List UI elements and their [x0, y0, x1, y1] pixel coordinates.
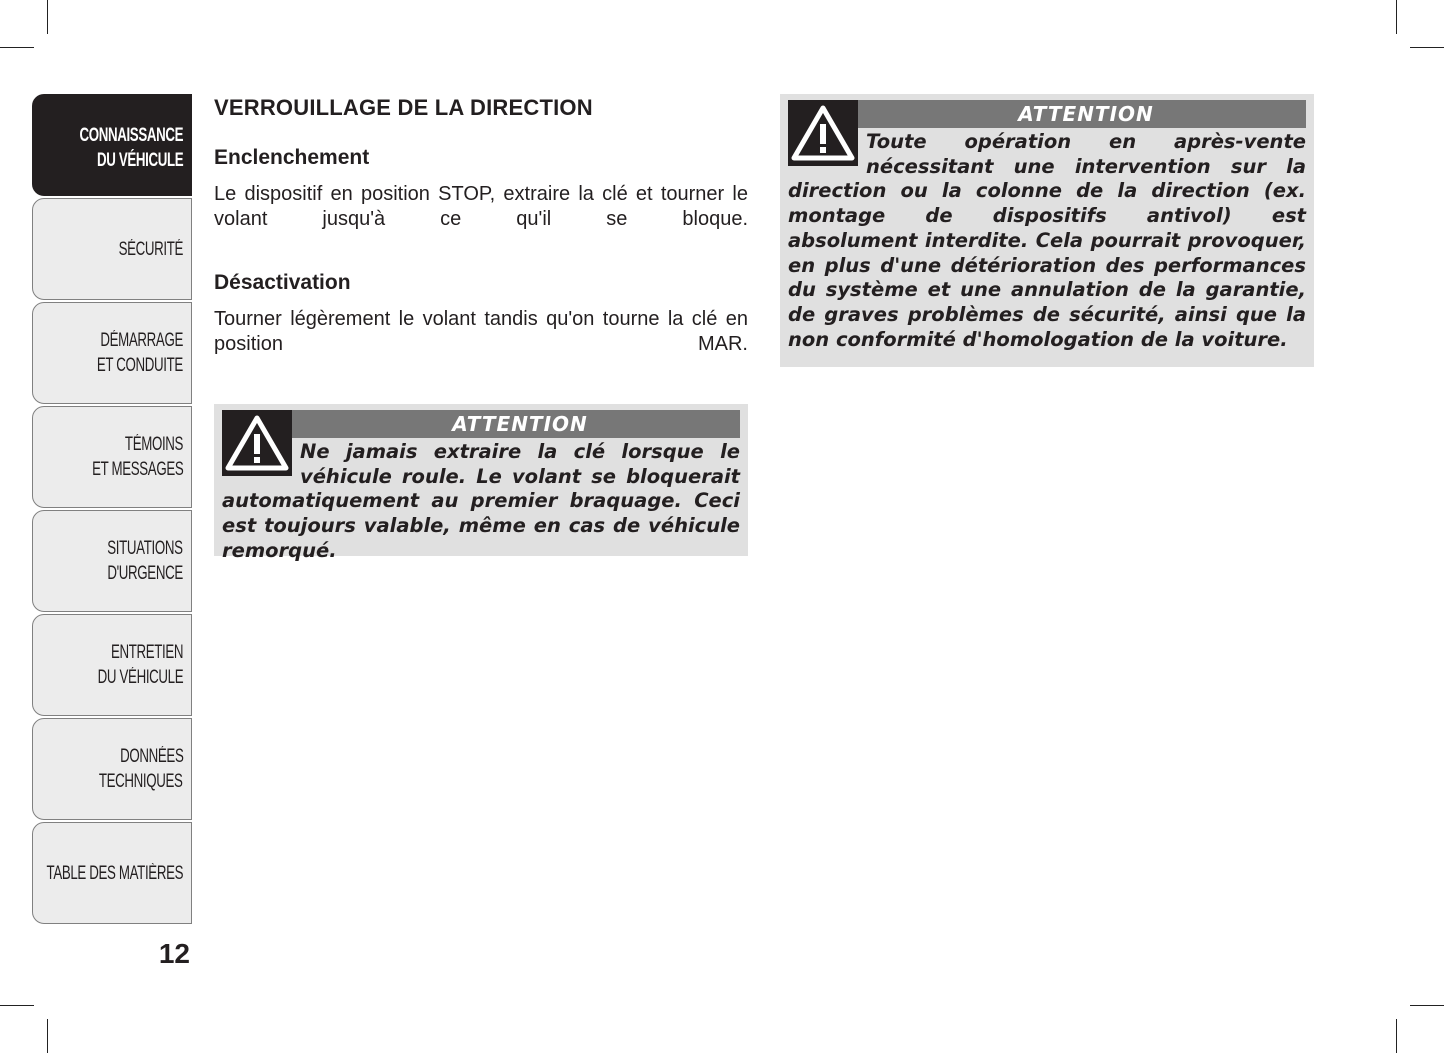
tab-label: ENTRETIEN: [110, 642, 183, 663]
section-title: VERROUILLAGE DE LA DIRECTION: [214, 95, 593, 120]
tab-securite[interactable]: [32, 198, 192, 300]
steering-lock-section: [214, 94, 748, 382]
warning-label: ATTENTION: [788, 100, 1306, 128]
engage-text: Le dispositif en position STOP, extraire la clé et tourner le volant jusqu'à ce qu'il se bloque.: [214, 183, 748, 230]
warning-text: Toute opération en après-vente nécessitant une intervention sur la direction ou la colonne de la direction (ex. montage de dispositifs antivol) est absolument interdite. Cela pourrait provoquer, en plus d'une détérioration des performances du système et une annulation de la garantie, de graves problèmes de sécurité, ainsi que la non conformité d'homologation de la voiture.: [788, 130, 1306, 351]
warning-triangle-icon: [222, 410, 292, 476]
engage-heading: Enclenchement: [214, 146, 370, 169]
tab-label: D'URGENCE: [107, 563, 183, 584]
crop-mark: [47, 0, 48, 34]
crop-mark: [1410, 47, 1444, 48]
page-number: 12: [158, 938, 190, 969]
tab-donnees-techniques[interactable]: [32, 718, 192, 820]
disable-text: Tourner légèrement le volant tandis qu'on tourne la clé en position MAR.: [214, 308, 748, 355]
tab-label: ET CONDUITE: [96, 355, 183, 376]
warning-box-key: [214, 404, 748, 562]
warning-label: ATTENTION: [222, 410, 740, 438]
tab-label: DU VÉHICULE: [97, 667, 183, 688]
crop-mark: [47, 1019, 48, 1053]
tab-label: DÉMARRAGE: [100, 330, 183, 351]
warning-triangle-icon: [788, 100, 858, 166]
crop-mark: [0, 1005, 34, 1006]
tab-label: CONNAISSANCE: [79, 125, 183, 146]
tab-label: TECHNIQUES: [99, 771, 183, 792]
tab-label: DU VÉHICULE: [96, 150, 183, 171]
tab-table-des-matieres[interactable]: [32, 822, 192, 924]
crop-mark: [0, 47, 34, 48]
tab-label: SITUATIONS: [107, 538, 183, 559]
crop-mark: [1396, 0, 1397, 34]
tab-temoins-et-messages[interactable]: [32, 406, 192, 508]
crop-mark: [1410, 1005, 1444, 1006]
tab-demarrage-et-conduite[interactable]: [32, 302, 192, 404]
tab-connaissance-du-vehicule[interactable]: [32, 94, 192, 196]
tab-label: DONNÉES: [119, 746, 183, 767]
disable-heading: Désactivation: [214, 271, 351, 294]
warning-box-aftersales: [780, 94, 1314, 367]
tab-entretien-du-vehicule[interactable]: [32, 614, 192, 716]
tab-label: ET MESSAGES: [91, 459, 183, 480]
crop-mark: [1396, 1019, 1397, 1053]
tab-label: TABLE DES MATIÈRES: [46, 862, 183, 884]
tab-situations-d-urgence[interactable]: [32, 510, 192, 612]
warning-text: Ne jamais extraire la clé lorsque le véhicule roule. Le volant se bloquerait automatiquement au premier braquage. Ceci est toujours valable, même en cas de véhicule remorqué.: [222, 440, 740, 562]
tab-label: TÉMOINS: [124, 434, 183, 455]
tab-label: SÉCURITÉ: [118, 238, 183, 260]
